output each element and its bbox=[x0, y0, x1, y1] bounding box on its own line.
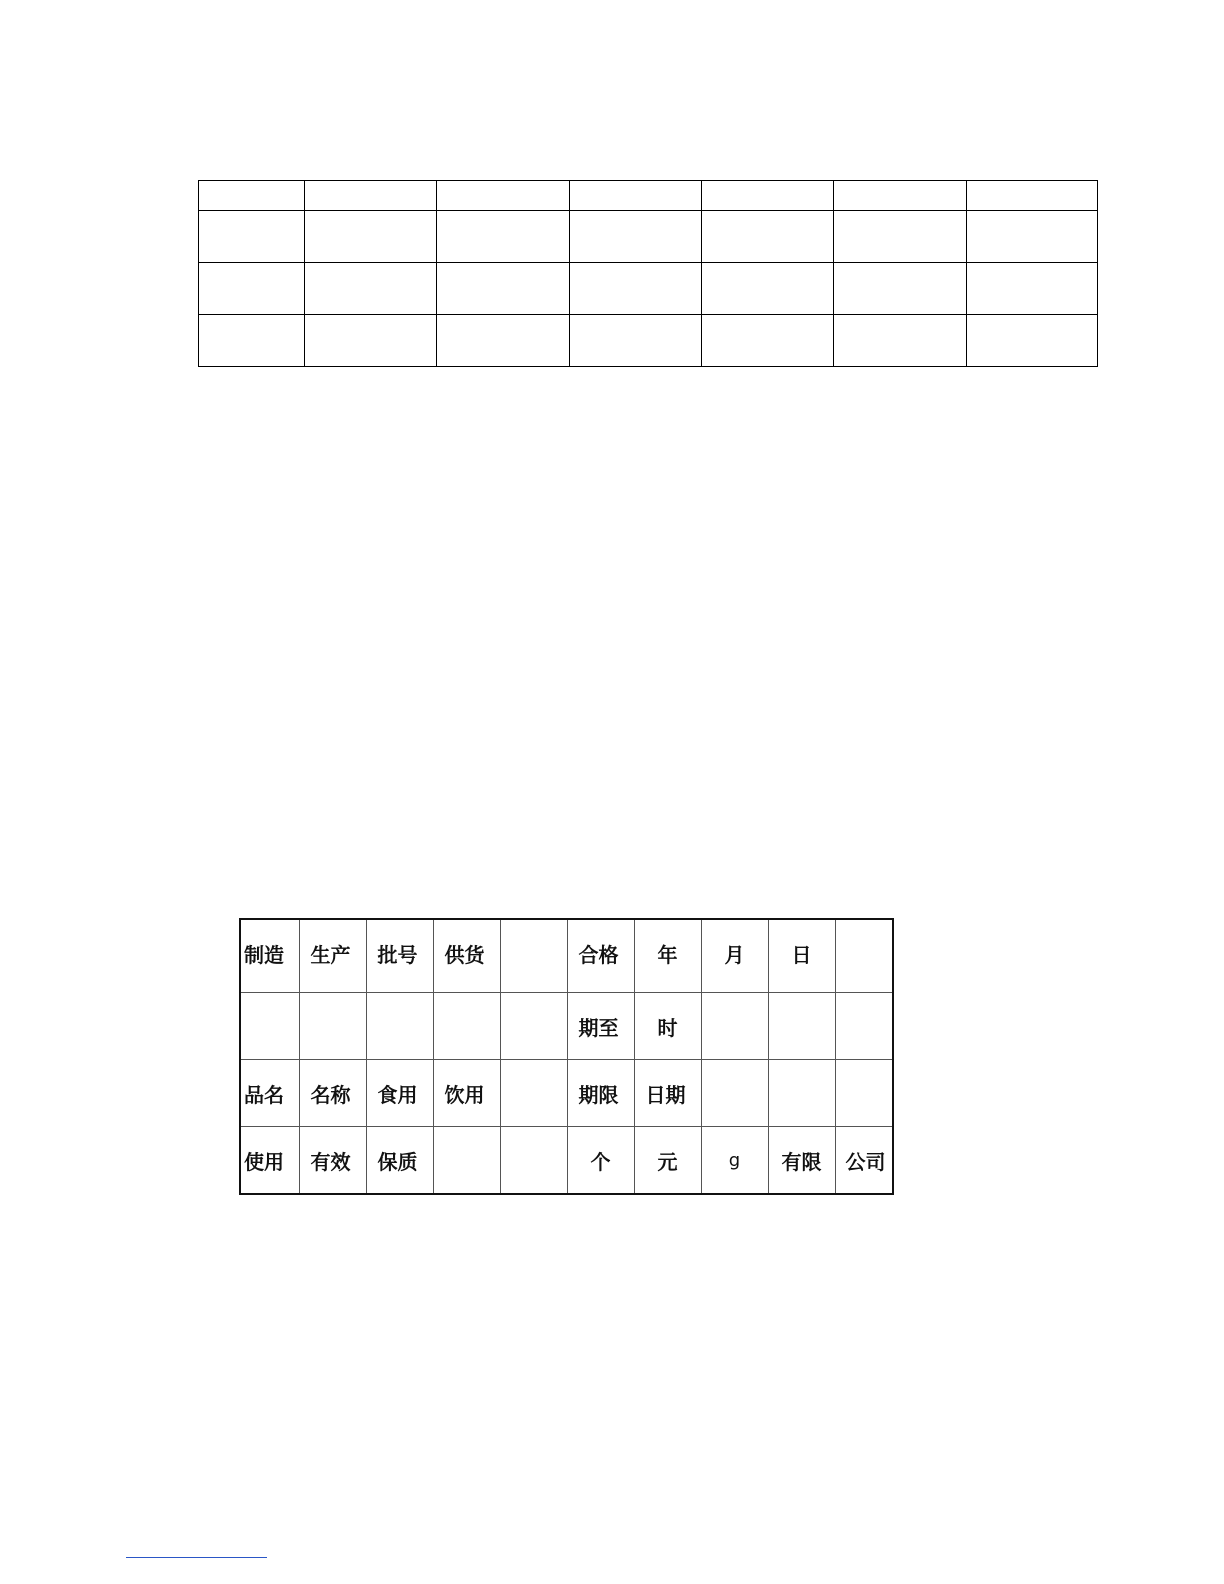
table-cell: 使用 bbox=[240, 1127, 299, 1195]
table-cell bbox=[967, 181, 1098, 211]
table-cell: 公司 bbox=[835, 1127, 893, 1195]
table-cell bbox=[433, 993, 500, 1060]
table-cell: 食用 bbox=[366, 1060, 433, 1127]
table-cell bbox=[768, 993, 835, 1060]
table-cell bbox=[305, 263, 437, 315]
table-cell bbox=[500, 919, 567, 993]
table-cell bbox=[702, 263, 834, 315]
table-cell bbox=[500, 1060, 567, 1127]
table-cell bbox=[240, 993, 299, 1060]
table-cell bbox=[834, 181, 967, 211]
table-row bbox=[199, 315, 1098, 367]
table-cell bbox=[768, 1060, 835, 1127]
table-cell bbox=[299, 993, 366, 1060]
table-cell bbox=[437, 181, 570, 211]
table-row bbox=[199, 181, 1098, 211]
table-cell: 饮用 bbox=[433, 1060, 500, 1127]
table-cell bbox=[437, 263, 570, 315]
table-cell bbox=[199, 181, 305, 211]
table-cell bbox=[967, 315, 1098, 367]
table-cell bbox=[701, 993, 768, 1060]
table-cell bbox=[437, 315, 570, 367]
table-cell bbox=[199, 263, 305, 315]
table-cell: 名称 bbox=[299, 1060, 366, 1127]
table-cell: 日 bbox=[768, 919, 835, 993]
table-cell bbox=[570, 263, 702, 315]
empty-grid-table bbox=[198, 180, 1098, 367]
table-cell bbox=[702, 315, 834, 367]
table-cell bbox=[570, 315, 702, 367]
table-cell: 品名 bbox=[240, 1060, 299, 1127]
table-row bbox=[240, 919, 893, 993]
table-cell bbox=[835, 919, 893, 993]
table-cell bbox=[500, 1127, 567, 1195]
table-cell bbox=[500, 993, 567, 1060]
table-cell: 批号 bbox=[366, 919, 433, 993]
table-cell: 生产 bbox=[299, 919, 366, 993]
table-cell bbox=[967, 211, 1098, 263]
table-cell: g bbox=[701, 1127, 768, 1195]
table-cell bbox=[366, 993, 433, 1060]
table-cell: 个 bbox=[567, 1127, 634, 1195]
table-row bbox=[199, 263, 1098, 315]
table-row bbox=[240, 993, 893, 1060]
table-cell bbox=[437, 211, 570, 263]
table-cell bbox=[835, 993, 893, 1060]
table-cell bbox=[199, 315, 305, 367]
table-cell: 保质 bbox=[366, 1127, 433, 1195]
table-cell: 合格 bbox=[567, 919, 634, 993]
table-cell bbox=[433, 1127, 500, 1195]
table-cell bbox=[570, 211, 702, 263]
table-cell: 制造 bbox=[240, 919, 299, 993]
table-row bbox=[240, 1127, 893, 1195]
table-row bbox=[199, 211, 1098, 263]
table-cell bbox=[702, 211, 834, 263]
table-cell: 时 bbox=[634, 993, 701, 1060]
table-cell bbox=[305, 211, 437, 263]
table-cell: 元 bbox=[634, 1127, 701, 1195]
label-character-table bbox=[239, 918, 894, 1195]
table-cell bbox=[702, 181, 834, 211]
table-cell bbox=[701, 1060, 768, 1127]
table-cell bbox=[305, 181, 437, 211]
table-cell bbox=[199, 211, 305, 263]
table-cell: 月 bbox=[701, 919, 768, 993]
footnote-separator bbox=[126, 1557, 267, 1558]
table-cell: 期至 bbox=[567, 993, 634, 1060]
table-cell bbox=[834, 263, 967, 315]
table-cell bbox=[834, 211, 967, 263]
table-cell: 供货 bbox=[433, 919, 500, 993]
table-cell bbox=[570, 181, 702, 211]
table-cell bbox=[834, 315, 967, 367]
table-cell: 有限 bbox=[768, 1127, 835, 1195]
table-cell: 日期 bbox=[634, 1060, 701, 1127]
table-cell bbox=[305, 315, 437, 367]
table-cell bbox=[835, 1060, 893, 1127]
table-cell: 期限 bbox=[567, 1060, 634, 1127]
table-row bbox=[240, 1060, 893, 1127]
table-cell: 有效 bbox=[299, 1127, 366, 1195]
table-cell bbox=[967, 263, 1098, 315]
table-cell: 年 bbox=[634, 919, 701, 993]
